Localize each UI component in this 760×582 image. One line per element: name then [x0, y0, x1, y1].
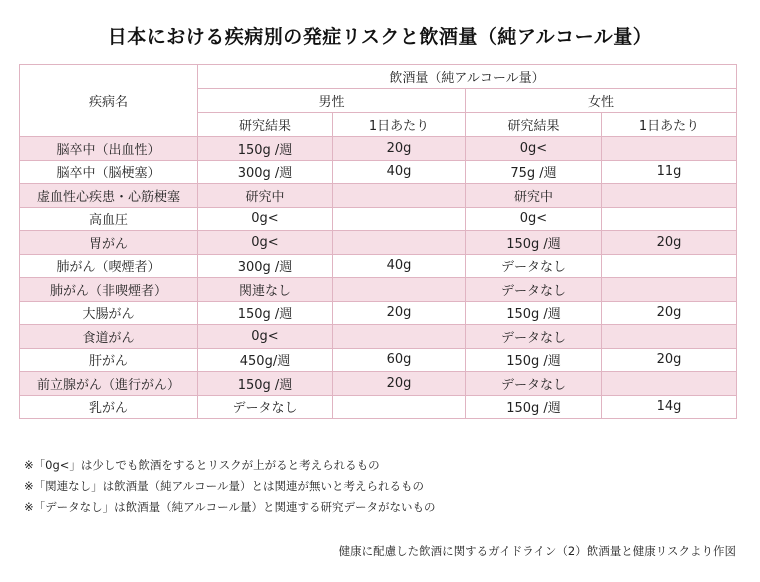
male-research-cell: 関連なし — [198, 278, 333, 302]
header-male-research: 研究結果 — [198, 113, 333, 137]
female-per-day-cell: 14g — [602, 395, 737, 419]
disease-cell: 虚血性心疾患・心筋梗塞 — [20, 184, 198, 208]
male-per-day-cell — [333, 325, 466, 349]
female-per-day-cell — [602, 278, 737, 302]
disease-cell: 脳卒中（出血性） — [20, 137, 198, 161]
disease-cell: 乳がん — [20, 395, 198, 419]
male-per-day-cell: 40g — [333, 254, 466, 278]
male-research-cell: 0g< — [198, 207, 333, 231]
disease-cell: 高血圧 — [20, 207, 198, 231]
male-per-day-cell — [333, 231, 466, 255]
male-research-cell: 150g /週 — [198, 137, 333, 161]
male-research-cell: 研究中 — [198, 184, 333, 208]
female-research-cell: データなし — [466, 254, 602, 278]
female-per-day-cell: 11g — [602, 160, 737, 184]
female-per-day-cell — [602, 207, 737, 231]
female-research-cell: 150g /週 — [466, 301, 602, 325]
male-research-cell: 450g/週 — [198, 348, 333, 372]
source-citation: 健康に配慮した飲酒に関するガイドライン（2）飲酒量と健康リスクより作図 — [338, 544, 736, 558]
male-per-day-cell — [333, 184, 466, 208]
header-disease: 疾病名 — [20, 65, 198, 137]
header-female-research: 研究結果 — [466, 113, 602, 137]
female-research-cell: 150g /週 — [466, 395, 602, 419]
disease-cell: 前立腺がん（進行がん） — [20, 372, 198, 396]
female-research-cell: 150g /週 — [466, 231, 602, 255]
female-research-cell: 0g< — [466, 207, 602, 231]
male-research-cell: 0g< — [198, 231, 333, 255]
male-research-cell: 0g< — [198, 325, 333, 349]
table-row — [20, 254, 737, 278]
note-item: ※「データなし」は飲酒量（純アルコール量）と関連する研究データがないもの — [24, 500, 436, 514]
female-per-day-cell — [602, 325, 737, 349]
female-per-day-cell — [602, 254, 737, 278]
female-per-day-cell — [602, 137, 737, 161]
table-row — [20, 184, 737, 208]
table-row — [20, 348, 737, 372]
male-research-cell: 150g /週 — [198, 301, 333, 325]
female-per-day-cell: 20g — [602, 348, 737, 372]
table-row — [20, 207, 737, 231]
table-row — [20, 325, 737, 349]
page-title: 日本における疾病別の発症リスクと飲酒量（純アルコール量） — [107, 26, 653, 48]
female-research-cell: データなし — [466, 325, 602, 349]
female-research-cell: データなし — [466, 372, 602, 396]
table-row — [20, 231, 737, 255]
male-per-day-cell: 20g — [333, 301, 466, 325]
male-research-cell: 300g /週 — [198, 160, 333, 184]
female-research-cell: データなし — [466, 278, 602, 302]
table-row — [20, 301, 737, 325]
header-male: 男性 — [198, 89, 466, 113]
female-per-day-cell: 20g — [602, 231, 737, 255]
table-row — [20, 395, 737, 419]
disease-cell: 肺がん（喫煙者） — [20, 254, 198, 278]
disease-cell: 肺がん（非喫煙者） — [20, 278, 198, 302]
male-research-cell: 300g /週 — [198, 254, 333, 278]
female-research-cell: 150g /週 — [466, 348, 602, 372]
female-research-cell: 研究中 — [466, 184, 602, 208]
table-row — [20, 137, 737, 161]
male-research-cell: 150g /週 — [198, 372, 333, 396]
disease-cell: 肝がん — [20, 348, 198, 372]
male-per-day-cell — [333, 278, 466, 302]
note-item: ※「0g<」は少しでも飲酒をするとリスクが上がると考えられるもの — [24, 458, 380, 472]
header-female-per-day: 1日あたり — [602, 113, 737, 137]
notes — [24, 455, 435, 518]
disease-cell: 脳卒中（脳梗塞） — [20, 160, 198, 184]
female-research-cell: 0g< — [466, 137, 602, 161]
female-per-day-cell — [602, 184, 737, 208]
male-research-cell: データなし — [198, 395, 333, 419]
note-item: ※「関連なし」は飲酒量（純アルコール量）とは関連が無いと考えられるもの — [24, 479, 424, 493]
female-per-day-cell — [602, 372, 737, 396]
female-research-cell: 75g /週 — [466, 160, 602, 184]
disease-cell: 胃がん — [20, 231, 198, 255]
header-alcohol: 飲酒量（純アルコール量） — [198, 65, 737, 89]
female-per-day-cell: 20g — [602, 301, 737, 325]
disease-cell: 大腸がん — [20, 301, 198, 325]
header-female: 女性 — [466, 89, 737, 113]
disease-cell: 食道がん — [20, 325, 198, 349]
risk-table — [19, 64, 737, 419]
male-per-day-cell: 60g — [333, 348, 466, 372]
male-per-day-cell: 40g — [333, 160, 466, 184]
table-row — [20, 372, 737, 396]
header-male-per-day: 1日あたり — [333, 113, 466, 137]
male-per-day-cell: 20g — [333, 372, 466, 396]
male-per-day-cell — [333, 207, 466, 231]
table-row — [20, 278, 737, 302]
table-row — [20, 160, 737, 184]
male-per-day-cell — [333, 395, 466, 419]
male-per-day-cell: 20g — [333, 137, 466, 161]
